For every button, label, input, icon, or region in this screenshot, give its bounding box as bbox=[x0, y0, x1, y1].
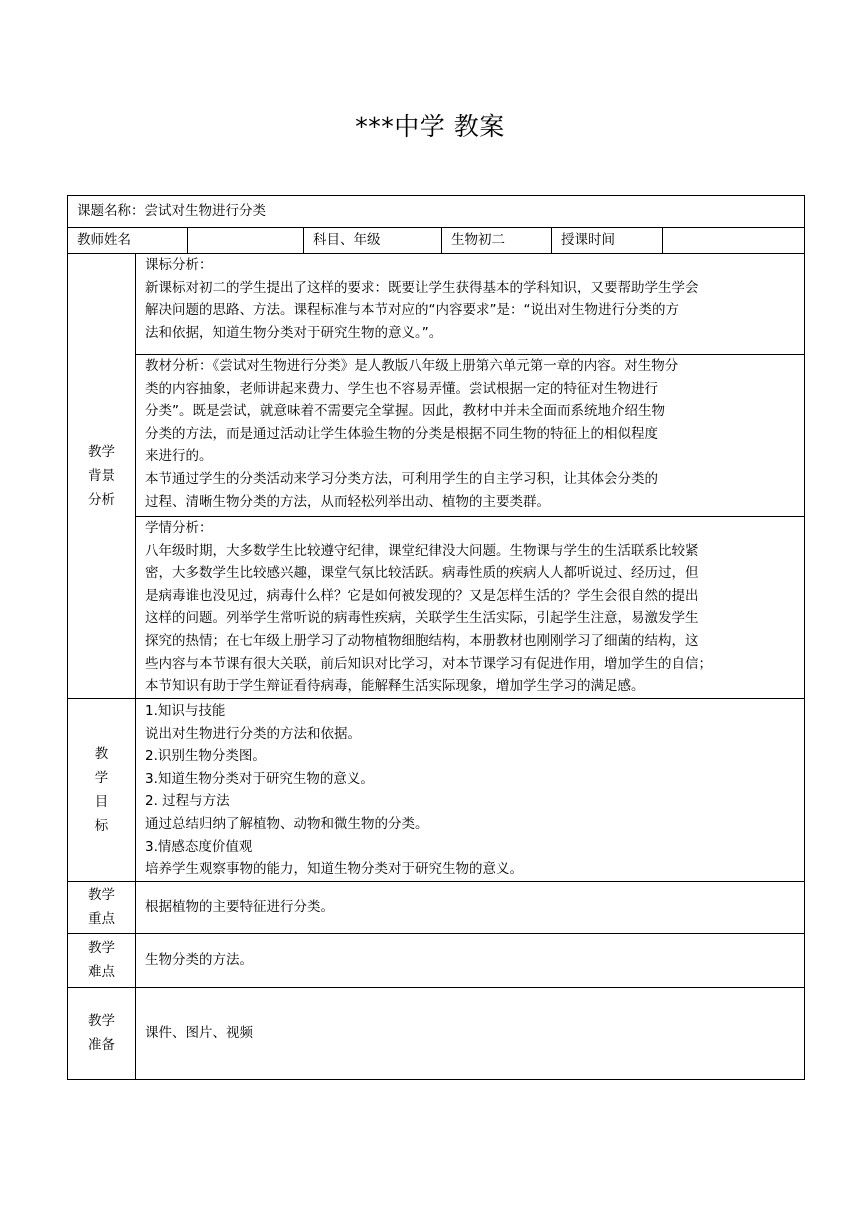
key-points-label-cell bbox=[68, 881, 136, 933]
objectives-content-cell bbox=[136, 699, 805, 882]
teacher-label: 教师姓名 bbox=[68, 228, 188, 254]
document-title: ***中学 教案 bbox=[355, 112, 505, 141]
course-title-row bbox=[68, 196, 805, 228]
background-label-line: 分析 bbox=[88, 492, 115, 508]
objectives-label-line: 目 bbox=[94, 793, 109, 810]
students-heading: 学情分析： bbox=[145, 520, 213, 536]
student-analysis-row bbox=[68, 517, 805, 699]
curriculum-heading: 课标分析： bbox=[145, 257, 213, 273]
preparation-content: 课件、图片、视频 bbox=[136, 987, 805, 1079]
preparation-label-line: 准备 bbox=[88, 1037, 115, 1054]
lesson-plan-table bbox=[67, 195, 805, 1080]
students-text: 八年级时期，大多数学生比较遵守纪律，课堂纪律没大问题。生物课与学生的生活联系比较紧 密，大多数学生比较感兴趣，课堂气氛比较活跃。病毒性质的疾病人人都听说过、经历过，但 是病毒谁也没见过，病毒什么样？它是如何被发现的？又是怎样生活的？学生会很自然的提出 这样的问题。列举学生常听说的病毒性疾病，关联学生生活实际，引起学生注意，易激发学生 探究的热情；在七年级上册学习了动物植物细胞结构，本册教材也刚刚学习了细菌的结构，这 些内容与本节课有很大关联，前后知识对比学习，对本节课学习有促进作用，增加学生的自信； 本节知识有助于学生辩证看待病毒，能解释生活实际现象，增加学生学习的满足感。 bbox=[145, 542, 712, 695]
curriculum-analysis-cell bbox=[136, 254, 805, 355]
textbook-text: 教材分析：《尝试对生物进行分类》是人教版八年级上册第六单元第一章的内容。对生物分 类的内容抽象，老师讲起来费力、学生也不容易弄懂。尝试根据一定的特征对生物进行 分类”。既是尝试，就意味着不需要完全掌握。因此，教材中并未全面而系统地介绍生物 分类的方法，而是通过活动让学生体验生物的分类是根据不同生物的特征上的相似程度 来进行的。 本节通过学生的分类活动来学习分类方法，可利用学生的自主学习积，让其体会分类的 过程、清晰生物分类的方法，从而轻松列举出动、植物的主要类群。 bbox=[145, 358, 679, 510]
objectives-row bbox=[68, 699, 805, 882]
course-title-text: 课题名称：尝试对生物进行分类 bbox=[77, 203, 266, 220]
time-value bbox=[663, 228, 805, 254]
curriculum-text: 新课标对初二的学生提出了这样的要求：既要让学生获得基本的学科知识，又要帮助学生学会 解决问题的思路、方法。课程标准与本节对应的“内容要求”是：“说出对生物进行分类的方 法和依据，知道生物分类对于研究生物的意义。”。 bbox=[145, 279, 699, 341]
info-row bbox=[68, 228, 805, 254]
difficulties-row bbox=[68, 933, 805, 987]
difficulties-label-line: 难点 bbox=[88, 964, 115, 981]
background-label-line: 教学 bbox=[88, 444, 115, 460]
preparation-label-cell bbox=[68, 987, 136, 1079]
difficulties-label-cell bbox=[68, 933, 136, 987]
objective-line: 3.知道生物分类对于研究生物的意义。 bbox=[145, 770, 374, 787]
student-analysis-cell bbox=[136, 517, 805, 699]
subject-value: 生物初二 bbox=[442, 228, 552, 254]
difficulties-label-line: 教学 bbox=[88, 940, 115, 957]
key-points-label-line: 教学 bbox=[88, 887, 115, 904]
time-label: 授课时间 bbox=[552, 228, 663, 254]
key-points-label-line: 重点 bbox=[88, 911, 115, 928]
objectives-label-line: 标 bbox=[94, 817, 109, 834]
objective-line: 通过总结归纳了解植物、动物和微生物的分类。 bbox=[145, 815, 429, 832]
textbook-analysis-cell bbox=[136, 355, 805, 517]
objectives-label-cell bbox=[68, 699, 136, 882]
preparation-row bbox=[68, 987, 805, 1079]
objectives-label-line: 学 bbox=[94, 769, 109, 786]
objective-line: 3.情感态度价值观 bbox=[145, 838, 253, 855]
objective-line: 培养学生观察事物的能力，知道生物分类对于研究生物的意义。 bbox=[145, 861, 523, 878]
subject-label: 科目、年级 bbox=[304, 228, 442, 254]
background-label-line: 背景 bbox=[88, 468, 115, 484]
teacher-value bbox=[188, 228, 304, 254]
key-points-content: 根据植物的主要特征进行分类。 bbox=[136, 881, 805, 933]
objective-line: 1.知识与技能 bbox=[145, 703, 226, 719]
objectives-label-line: 教 bbox=[94, 745, 109, 762]
course-title-cell bbox=[68, 196, 805, 228]
textbook-analysis-row bbox=[68, 355, 805, 517]
objective-line: 2.识别生物分类图。 bbox=[145, 748, 266, 765]
objective-line: 说出对生物进行分类的方法和依据。 bbox=[145, 725, 361, 742]
key-points-row bbox=[68, 881, 805, 933]
objective-line: 2. 过程与方法 bbox=[145, 793, 230, 810]
background-label-cell bbox=[68, 254, 136, 699]
curriculum-analysis-row bbox=[68, 254, 805, 355]
difficulties-content: 生物分类的方法。 bbox=[136, 933, 805, 987]
preparation-label-line: 教学 bbox=[88, 1013, 115, 1030]
